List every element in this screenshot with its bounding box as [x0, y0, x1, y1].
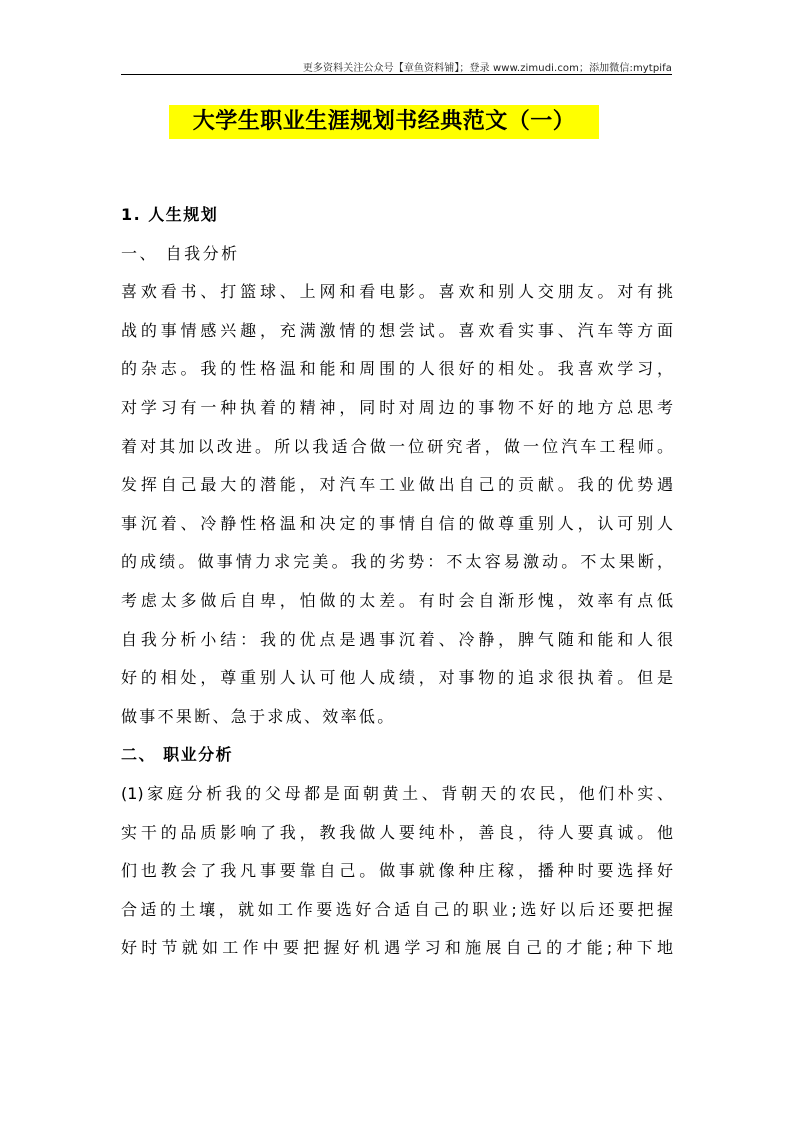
paragraph-line: 事沉着、冷静性格温和决定的事情自信的做尊重别人，认可别人	[121, 513, 673, 533]
paragraph-line: 合适的土壤，就如工作要选好合适自己的职业;选好以后还要把握	[121, 899, 673, 919]
document-title: 大学生职业生涯规划书经典范文（一）	[192, 109, 576, 134]
section-heading-life-planning: 1. 人生规划	[121, 205, 219, 224]
document-body	[121, 196, 673, 968]
paragraph-line: 发挥自己最大的潜能，对汽车工业做出自己的贡献。我的优势遇	[121, 475, 673, 495]
paragraph-line: 好的相处，尊重别人认可他人成绩，对事物的追求很执着。但是	[121, 668, 673, 688]
paragraph-line: (1)家庭分析我的父母都是面朝黄土、背朝天的农民，他们朴实、	[121, 783, 673, 803]
paragraph-line: 自我分析小结：我的优点是遇事沉着、冷静，脾气随和能和人很	[121, 629, 673, 649]
paragraph-line: 对学习有一种执着的精神，同时对周边的事物不好的地方总思考	[121, 397, 673, 417]
page-header-text: 更多资料关注公众号【章鱼资料铺】；登录 www.zimudi.com；添加微信:mytpifa	[302, 63, 672, 74]
paragraph-line: 的成绩。做事情力求完美。我的劣势：不太容易激动。不太果断，	[121, 552, 673, 572]
paragraph-line: 喜欢看书、打篮球、上网和看电影。喜欢和别人交朋友。对有挑	[121, 282, 673, 302]
header-divider	[121, 74, 672, 75]
paragraph-line: 做事不果断、急于求成、效率低。	[121, 706, 396, 726]
paragraph-line: 好时节就如工作中要把握好机遇学习和施展自己的才能;种下地	[121, 938, 673, 958]
paragraph-line: 战的事情感兴趣，充满激情的想尝试。喜欢看实事、汽车等方面	[121, 320, 673, 340]
paragraph-line: 们也教会了我凡事要靠自己。做事就像种庄稼，播种时要选择好	[121, 861, 673, 881]
paragraph-line: 实干的品质影响了我，教我做人要纯朴，善良，待人要真诚。他	[121, 822, 673, 842]
subheading-self-analysis: 一、 自我分析	[121, 243, 240, 263]
subheading-career-analysis: 二、 职业分析	[121, 745, 234, 765]
title-highlight	[169, 105, 599, 139]
paragraph-line: 考虑太多做后自卑，怕做的太差。有时会自渐形愧，效率有点低	[121, 590, 673, 610]
paragraph-line: 着对其加以改进。所以我适合做一位研究者，做一位汽车工程师。	[121, 436, 673, 456]
paragraph-line: 的杂志。我的性格温和能和周围的人很好的相处。我喜欢学习，	[121, 359, 673, 379]
